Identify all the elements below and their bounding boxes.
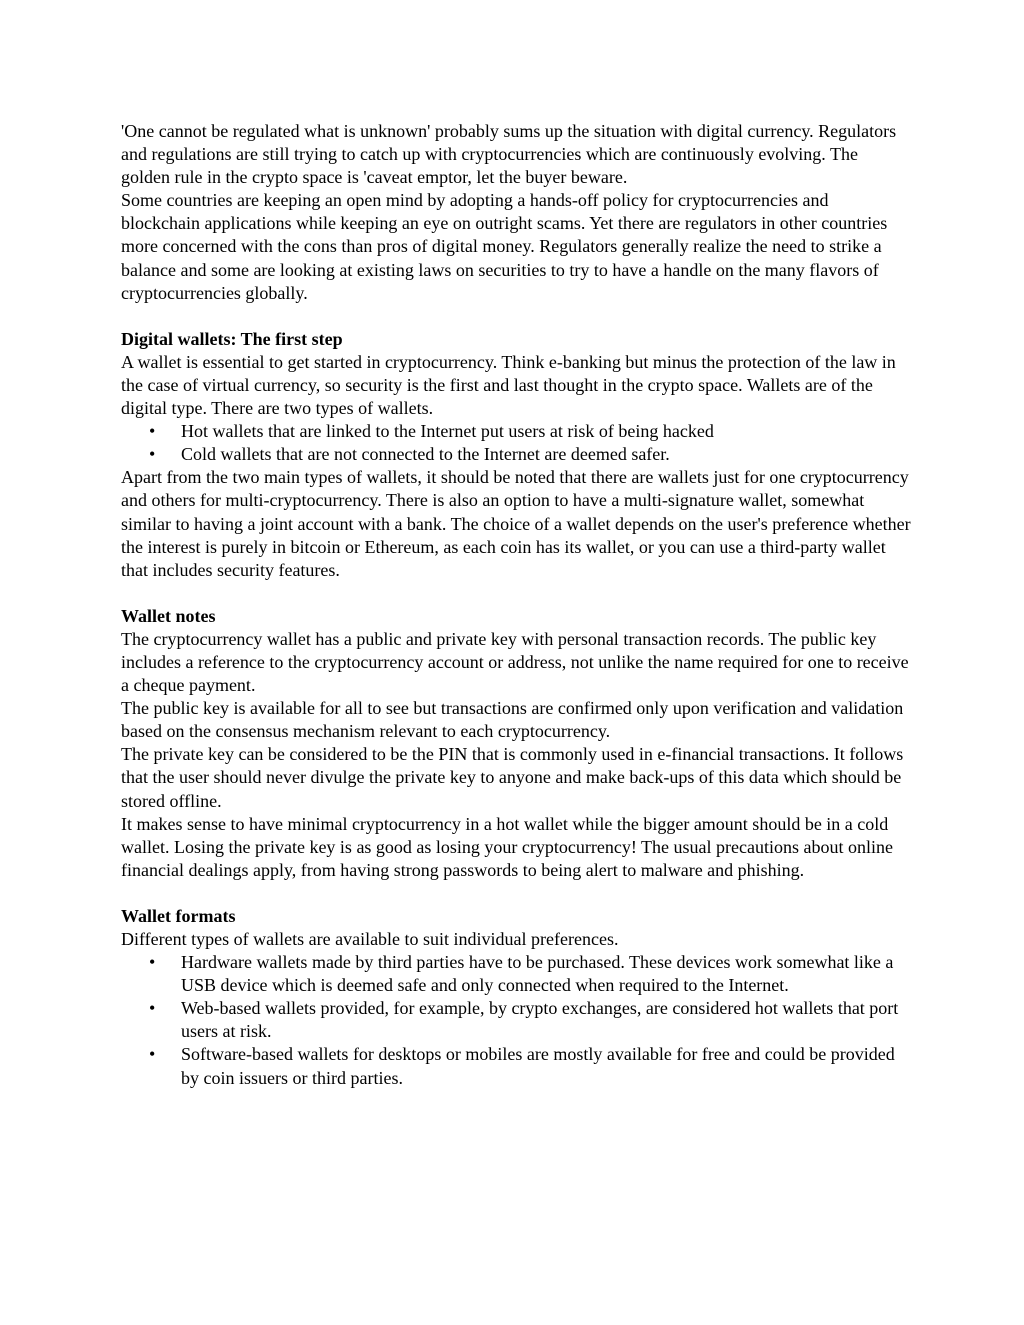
list-item [121, 1043, 911, 1089]
list-item [121, 951, 911, 997]
bullet-icon: • [149, 444, 156, 465]
section-heading-wallet-notes: Wallet notes [121, 605, 216, 626]
section-spacer [121, 305, 911, 328]
bullet-icon: • [149, 952, 156, 973]
wallet-formats-list [121, 951, 911, 1090]
intro-paragraph-2: Some countries are keeping an open mind by adopting a hands-off policy for cryptocurrencies and blockchain applications while keeping an eye on outright scams. Yet there are regulators in other countries more concerned with the cons than pros of digital money. Regulators generally realize the need to strike a balance and some are looking at existing laws on securities to try to have a handle on the many flavors of cryptocurrencies globally. [121, 190, 888, 303]
list-item-text: Hardware wallets made by third parties have to be purchased. These devices work somewhat like a USB device which is deemed safe and only connected when required to the Internet. [181, 952, 894, 996]
section-spacer [121, 582, 911, 605]
wallet-formats-paragraph-1: Different types of wallets are available to suit individual preferences. [121, 929, 619, 949]
document-page [121, 120, 911, 1090]
list-item-text: Hot wallets that are linked to the Internet put users at risk of being hacked [181, 421, 714, 442]
digital-wallets-paragraph-2: Apart from the two main types of wallets, it should be noted that there are wallets just for one cryptocurrency and others for multi-cryptocurrency. There is also an option to have a multi-signature wallet, somewhat similar to having a joint account with a bank. The choice of a wallet depends on the user's preference whether the interest is purely in bitcoin or Ethereum, as each coin has its wallet, or you can use a third-party wallet that includes security features. [121, 467, 911, 580]
bullet-icon: • [149, 998, 156, 1019]
wallet-notes-paragraph-3: The private key can be considered to be the PIN that is commonly used in e-financial transactions. It follows that the user should never divulge the private key to anyone and make back-ups of this data which should be stored offline. [121, 744, 904, 811]
list-item [121, 443, 911, 466]
bullet-icon: • [149, 421, 156, 442]
wallet-notes-paragraph-2: The public key is available for all to see but transactions are confirmed only upon verification and validation based on the consensus mechanism relevant to each cryptocurrency. [121, 698, 904, 742]
list-item [121, 420, 911, 443]
intro-paragraph-1: 'One cannot be regulated what is unknown' probably sums up the situation with digital currency. Regulators and regulations are still trying to catch up with cryptocurrencies which are continuously evolving. The golden rule in the crypto space is 'caveat emptor, let the buyer beware. [121, 121, 897, 188]
bullet-icon: • [149, 1044, 156, 1065]
list-item-text: Software-based wallets for desktops or mobiles are mostly available for free and could be provided by coin issuers or third parties. [181, 1044, 895, 1088]
section-heading-digital-wallets: Digital wallets: The first step [121, 328, 343, 349]
digital-wallets-paragraph-1: A wallet is essential to get started in cryptocurrency. Think e-banking but minus the protection of the law in the case of virtual currency, so security is the first and last thought in the crypto space. Wallets are of the digital type. There are two types of wallets. [121, 351, 896, 419]
list-item-text: Web-based wallets provided, for example, by crypto exchanges, are considered hot wallets that port users at risk. [181, 998, 899, 1042]
wallet-notes-paragraph-1: The cryptocurrency wallet has a public and private key with personal transaction records. The public key includes a reference to the cryptocurrency account or address, not unlike the name required for one to receive a cheque payment. [121, 628, 909, 696]
list-item [121, 997, 911, 1043]
wallet-types-list [121, 420, 911, 466]
section-spacer [121, 882, 911, 905]
list-item-text: Cold wallets that are not connected to the Internet are deemed safer. [181, 444, 670, 465]
section-heading-wallet-formats: Wallet formats [121, 905, 236, 926]
wallet-notes-paragraph-4: It makes sense to have minimal cryptocurrency in a hot wallet while the bigger amount should be in a cold wallet. Losing the private key is as good as losing your cryptocurrency! The usual precautions about online financial dealings apply, from having strong passwords to being alert to malware and phishing. [121, 813, 893, 880]
